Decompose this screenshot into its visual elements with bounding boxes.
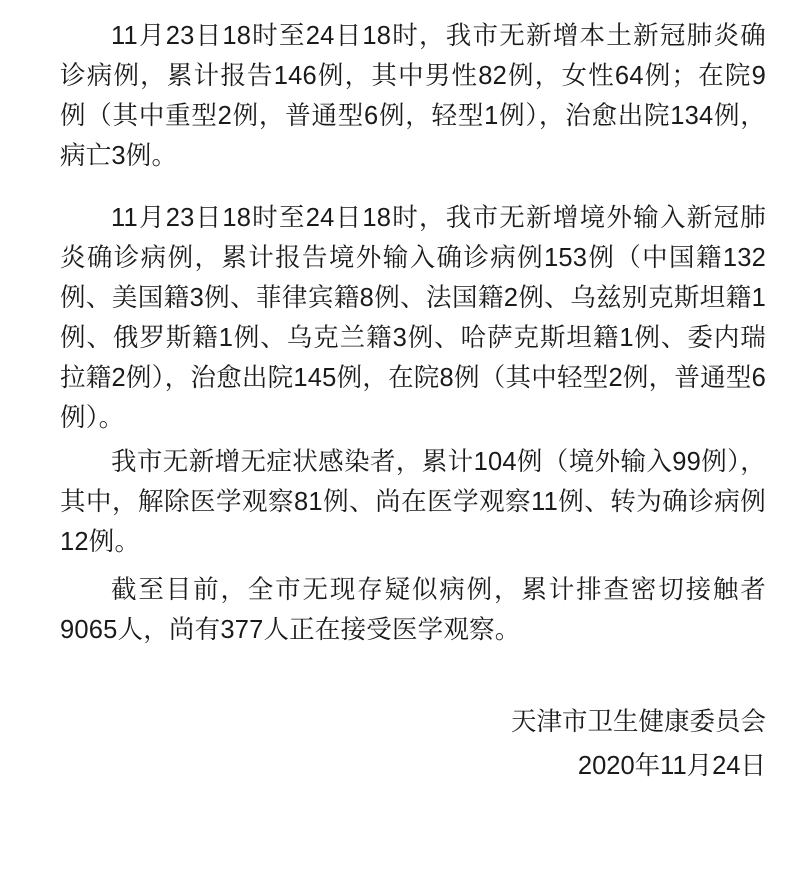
signature-date: 2020年11月24日 bbox=[577, 752, 766, 780]
signature-organization: 天津市卫生健康委员会 bbox=[510, 708, 766, 736]
paragraph-local-cases: 11月23日18时至24日18时，我市无新增本土新冠肺炎确诊病例，累计报告146例，其中男性82例，女性64例；在院9例（其中重型2例，普通型6例，轻型1例），治愈出院134例，病亡3例。 bbox=[60, 22, 766, 170]
paragraph-close-contacts: 截至目前，全市无现存疑似病例，累计排查密切接触者9065人，尚有377人正在接受医学观察。 bbox=[60, 576, 766, 644]
paragraph-imported-cases: 11月23日18时至24日18时，我市无新增境外输入新冠肺炎确诊病例，累计报告境外输入确诊病例153例（中国籍132例、美国籍3例、菲律宾籍8例、法国籍2例、乌兹别克斯坦籍1例、俄罗斯籍1例、乌克兰籍3例、哈萨克斯坦籍1例、委内瑞拉籍2例），治愈出院145例，在院8例（其中轻型2例，普通型6例）。 bbox=[60, 204, 766, 432]
paragraph-asymptomatic-cases: 我市无新增无症状感染者，累计104例（境外输入99例），其中，解除医学观察81例、尚在医学观察11例、转为确诊病例12例。 bbox=[60, 448, 766, 556]
signature-block bbox=[511, 700, 766, 788]
document-body bbox=[60, 16, 766, 650]
